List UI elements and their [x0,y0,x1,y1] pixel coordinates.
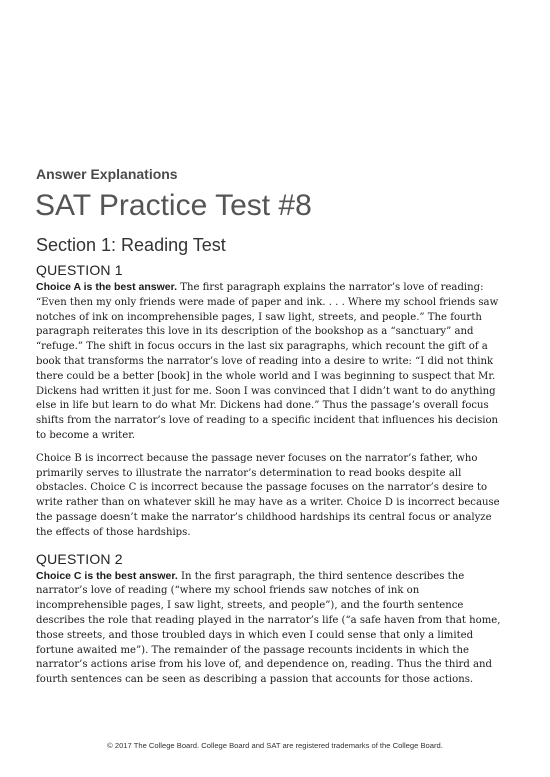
question-heading: QUESTION 2 [36,550,123,567]
explanation-text: In the first paragraph, the third sentence describes the narrator’s love of reading (“where my school friends saw notches of ink on incomprehensible pages, I saw light, streets, and people”), and the fourth sentence describes the role that reading played in the narrator’s life (“a safe haven from that home, those streets, and those troubled days in which even I could sense that only a limited fortune awaited me”). The remainder of the passage recounts incidents in which the narrator’s actions arise from his love of, and dependence on, reading. Thus the third and fourth sentences can be seen as describing a passion that accounts for those actions. [36,570,501,686]
answer-explanation-paragraph [36,569,506,688]
document-kicker: Answer Explanations [36,166,178,182]
document-title: SAT Practice Test #8 [35,189,312,222]
question-2 [36,551,506,688]
question-heading: QUESTION 1 [36,262,123,278]
question-1 [36,262,506,541]
section-heading: Section 1: Reading Test [36,235,226,255]
main-content [36,262,506,696]
best-answer-lead: Choice C is the best answer. [36,569,178,582]
incorrect-choices-paragraph: Choice B is incorrect because the passage never focuses on the narrator’s father, who primarily serves to illustrate the narrator’s determination to read books despite all obstacles. Choice C is incorrect because the passage focuses on the narrator’s desire to write rather than on whatever skill he may have as a writer. Choice D is incorrect because the passage doesn’t make the narrator’s childhood hardships its central focus or analyze the effects of those hardships. [36,452,500,538]
copyright-footer: © 2017 The College Board. College Board and SAT are registered trademarks of the College Board. [107,741,443,750]
explanation-text: The first paragraph explains the narrator’s love of reading: “Even then my only friends were made of paper and ink. . . . Where my school friends saw notches of ink on incomprehensible pages, I saw light, streets, and people.” The fourth paragraph reiterates this love in its description of the bookshop as a “sanctuary” and “refuge.” The shift in focus occurs in the last six paragraphs, which recount the gift of a book that transforms the narrator’s love of reading into a desire to write: “I did not think there could be a better [book] in the whole world and I was beginning to suspect that Mr. Dickens had written it just for me. Soon I was convinced that I didn’t want to do anything else in life but learn to do what Mr. Dickens had done.” Thus the passage’s overall focus shifts from the narrator’s love of reading to a specific incident that influences his decision to become a writer. [36,282,499,441]
answer-explanation-paragraph [36,280,506,444]
best-answer-lead: Choice A is the best answer. [36,281,178,293]
